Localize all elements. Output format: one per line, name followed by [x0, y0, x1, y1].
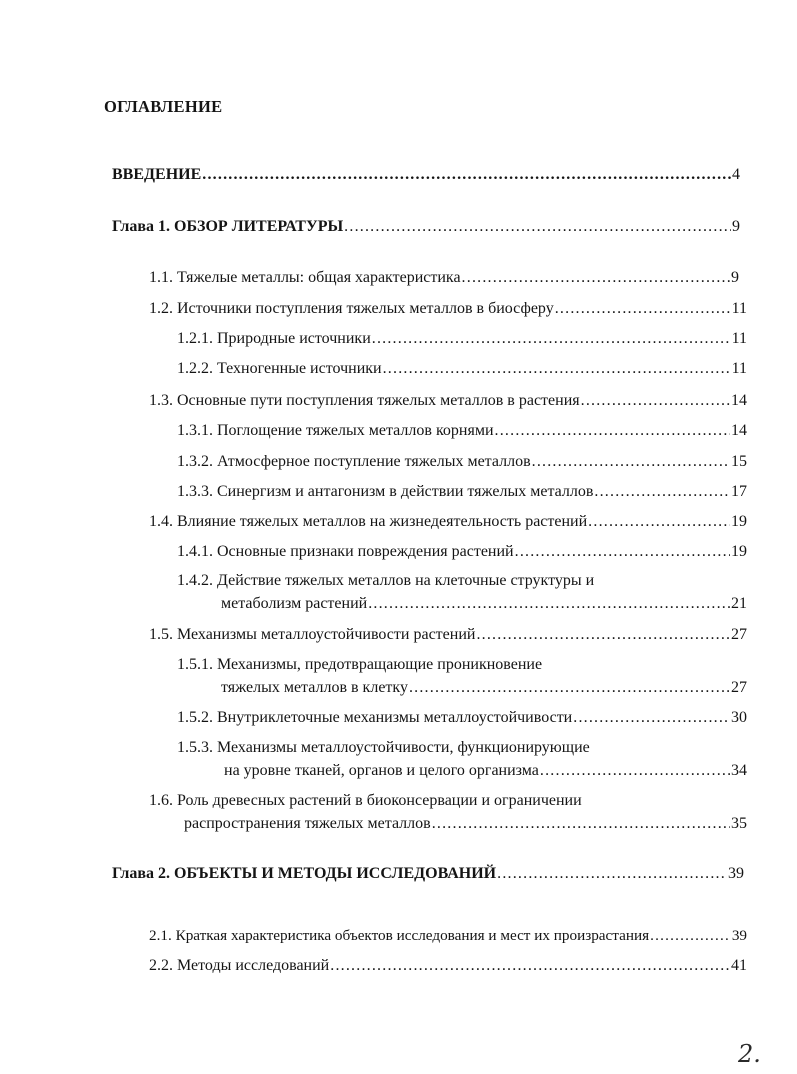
- toc-entry-1-1[interactable]: [149, 267, 739, 289]
- toc-entry-number: 1.1.: [149, 269, 173, 286]
- toc-entry-chapter-2[interactable]: [112, 863, 744, 885]
- toc-entry-title: Механизмы, предотвращающие проникновение: [217, 656, 543, 673]
- toc-entry-page: 39: [728, 865, 744, 882]
- toc-entry-title-continued: тяжелых металлов в клетку: [221, 679, 408, 696]
- toc-entry-page: 21: [731, 595, 747, 612]
- toc-entry-title: Действие тяжелых металлов на клеточные структуры и: [217, 572, 595, 589]
- toc-entry-page: 4: [732, 166, 740, 183]
- toc-entry-page: 19: [731, 543, 747, 560]
- toc-entry-page: 39: [731, 927, 747, 944]
- dot-leader: [581, 390, 730, 412]
- dot-leader: [650, 925, 731, 947]
- toc-entry-1-4-2[interactable]: [177, 570, 747, 615]
- dot-leader: [202, 164, 731, 186]
- toc-entry-page: 35: [731, 815, 747, 832]
- toc-entry-1-5[interactable]: [149, 624, 747, 646]
- dot-leader: [573, 707, 730, 729]
- toc-entry-number: 2.1.: [149, 927, 172, 944]
- toc-entry-page: 27: [731, 679, 747, 696]
- toc-entry-title: Тяжелые металлы: общая характеристика: [177, 269, 461, 286]
- toc-entry-title: Поглощение тяжелых металлов корнями: [217, 422, 494, 439]
- toc-entry-title: Природные источники: [217, 330, 371, 347]
- dot-leader: [409, 677, 730, 699]
- toc-entry-title: Атмосферное поступление тяжелых металлов: [217, 453, 531, 470]
- toc-entry-title: Методы исследований: [177, 957, 330, 974]
- toc-entry-1-4[interactable]: [149, 511, 747, 533]
- toc-entry-page: 14: [731, 392, 747, 409]
- dot-leader: [372, 328, 731, 350]
- dot-leader: [432, 813, 730, 835]
- dot-leader: [476, 624, 730, 646]
- toc-entry-page: 19: [731, 513, 747, 530]
- toc-entry-1-2-2[interactable]: [177, 358, 747, 380]
- toc-entry-number: 1.3.2.: [177, 453, 213, 470]
- toc-entry-number: 1.6.: [149, 792, 173, 809]
- dot-leader: [588, 511, 730, 533]
- toc-entry-title: Влияние тяжелых металлов на жизнедеятельность растений: [177, 513, 588, 530]
- toc-entry-1-6[interactable]: [149, 790, 747, 835]
- toc-entry-introduction[interactable]: [112, 164, 740, 186]
- toc-entry-1-2-1[interactable]: [177, 328, 747, 350]
- toc-entry-number: 1.5.2.: [177, 709, 213, 726]
- toc-entry-1-5-2[interactable]: [177, 707, 747, 729]
- toc-entry-title: ОБЗОР ЛИТЕРАТУРЫ: [174, 218, 344, 235]
- toc-entry-title: Роль древесных растений в биоконсервации и ограничении: [177, 792, 582, 809]
- dot-leader: [555, 298, 731, 320]
- toc-entry-number: 2.2.: [149, 957, 173, 974]
- toc-entry-1-3-2[interactable]: [177, 451, 747, 473]
- toc-entry-page: 27: [731, 626, 747, 643]
- dot-leader: [594, 481, 730, 503]
- toc-entry-number: 1.4.2.: [177, 572, 213, 589]
- dot-leader: [540, 760, 730, 782]
- dot-leader: [462, 267, 730, 289]
- toc-entry-title: Механизмы металлоустойчивости растений: [177, 626, 476, 643]
- dot-leader: [344, 216, 731, 238]
- toc-entry-1-3[interactable]: [149, 390, 747, 412]
- toc-entry-title: Синергизм и антагонизм в действии тяжелых металлов: [217, 483, 594, 500]
- toc-entry-1-3-3[interactable]: [177, 481, 747, 503]
- toc-entry-title: Механизмы металлоустойчивости, функционирующие: [217, 739, 590, 756]
- toc-entry-2-2[interactable]: [149, 955, 747, 977]
- toc-entry-number: Глава 1.: [112, 218, 170, 235]
- toc-entry-page: 11: [731, 360, 747, 377]
- toc-entry-page: 41: [731, 957, 747, 974]
- toc-entry-1-4-1[interactable]: [177, 541, 747, 563]
- handwritten-page-number: 2.: [738, 1040, 761, 1068]
- toc-entry-number: Глава 2.: [112, 865, 170, 882]
- toc-entry-title: Основные пути поступления тяжелых металлов в растения: [177, 392, 580, 409]
- dot-leader: [383, 358, 731, 380]
- toc-entry-number: 1.2.1.: [177, 330, 213, 347]
- toc-entry-1-2[interactable]: [149, 298, 747, 320]
- toc-entry-page: 9: [732, 218, 740, 235]
- toc-entry-title-continued: на уровне тканей, органов и целого организма: [224, 762, 539, 779]
- toc-entry-title-continued: распространения тяжелых металлов: [184, 815, 431, 832]
- toc-entry-number: 1.4.1.: [177, 543, 213, 560]
- toc-entry-page: 30: [731, 709, 747, 726]
- toc-entry-page: 11: [731, 330, 747, 347]
- toc-entry-number: 1.3.1.: [177, 422, 213, 439]
- toc-entry-number: 1.3.: [149, 392, 173, 409]
- toc-entry-title: ВВЕДЕНИЕ: [112, 166, 202, 183]
- toc-entry-page: 14: [731, 422, 747, 439]
- toc-entry-1-5-3[interactable]: [177, 737, 747, 782]
- toc-entry-page: 34: [731, 762, 747, 779]
- toc-entry-number: 1.2.: [149, 300, 173, 317]
- toc-entry-title: Краткая характеристика объектов исследования и мест их произрастания: [175, 927, 650, 944]
- toc-entry-chapter-1[interactable]: [112, 216, 740, 238]
- toc-entry-page: 17: [731, 483, 747, 500]
- toc-entry-number: 1.4.: [149, 513, 173, 530]
- dot-leader: [497, 863, 727, 885]
- toc-entry-number: 1.5.: [149, 626, 173, 643]
- toc-entry-page: 15: [731, 453, 747, 470]
- toc-entry-number: 1.5.3.: [177, 739, 213, 756]
- dot-leader: [368, 593, 730, 615]
- toc-entry-title: Источники поступления тяжелых металлов в биосферу: [177, 300, 554, 317]
- toc-entry-title-continued: метаболизм растений: [221, 595, 368, 612]
- toc-entry-number: 1.5.1.: [177, 656, 213, 673]
- toc-entry-title: Техногенные источники: [217, 360, 382, 377]
- toc-entry-title: Основные признаки повреждения растений: [217, 543, 514, 560]
- toc-entry-1-5-1[interactable]: [177, 654, 747, 699]
- dot-leader: [515, 541, 730, 563]
- toc-entry-number: 1.2.2.: [177, 360, 213, 377]
- dot-leader: [330, 955, 730, 977]
- toc-entry-1-3-1[interactable]: [177, 420, 747, 442]
- dot-leader: [532, 451, 730, 473]
- toc-heading: ОГЛАВЛЕНИЕ: [104, 97, 223, 116]
- toc-entry-number: 1.3.3.: [177, 483, 213, 500]
- toc-entry-2-1[interactable]: [149, 925, 747, 947]
- toc-entry-title: Внутриклеточные механизмы металлоустойчивости: [217, 709, 573, 726]
- toc-entry-page: 9: [731, 269, 739, 286]
- toc-entry-title: ОБЪЕКТЫ И МЕТОДЫ ИССЛЕДОВАНИЙ: [174, 865, 497, 882]
- toc-entry-page: 11: [731, 300, 747, 317]
- dot-leader: [495, 420, 730, 442]
